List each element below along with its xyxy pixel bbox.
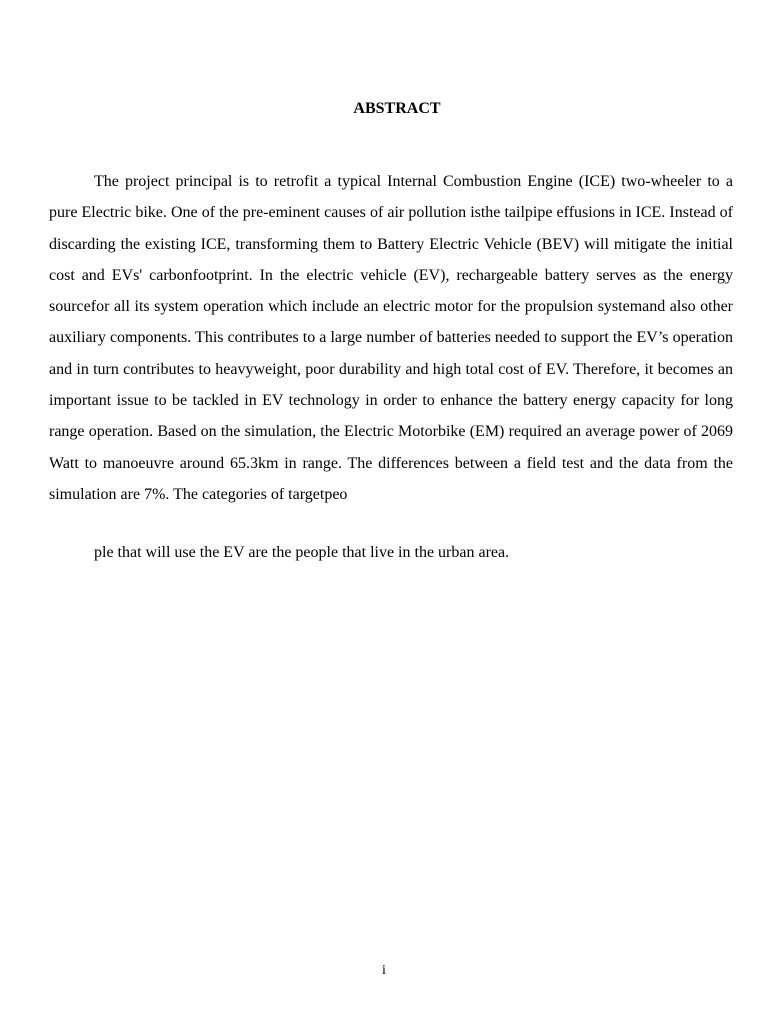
- abstract-paragraph: The project principal is to retrofit a typical Internal Combustion Engine (ICE) two-wheeler to a pure Electric bike. One of the pre-eminent causes of air pollution isthe tailpipe effusions in ICE. Instead of discarding the existing ICE, transforming them to Battery Electric Vehicle (BEV) will mitigate the initial cost and EVs' carbonfootprint. In the electric vehicle (EV), rechargeable battery serves as the energy sourcefor all its system operation which include an electric motor for the propulsion systemand also other auxiliary components. This contributes to a large number of batteries needed to support the EV’s operation and in turn contributes to heavyweight, poor durability and high total cost of EV. Therefore, it becomes an important issue to be tackled in EV technology in order to enhance the battery energy capacity for long range operation. Based on the simulation, the Electric Motorbike (EM) required an average power of 2069 Watt to manoeuvre around 65.3km in range. The differences between a field test and the data from the simulation are 7%. The categories of targetpeo: [49, 173, 733, 503]
- abstract-paragraph-continuation: ple that will use the EV are the people that live in the urban area.: [94, 544, 510, 561]
- abstract-heading: ABSTRACT: [353, 100, 441, 117]
- page-number: i: [382, 963, 386, 978]
